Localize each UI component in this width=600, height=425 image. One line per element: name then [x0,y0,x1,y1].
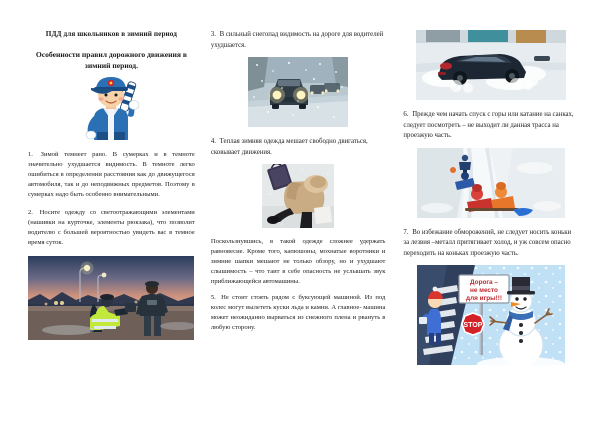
column-middle [209,30,398,411]
page-title: ПДД для школьников в зимний период [45,30,178,38]
rule-6-number: 6. [403,111,409,118]
rule-4 [211,137,386,158]
rule-4-continued [211,237,386,287]
rule-4-text: Теплая зимняя одежда мешает свободно двигаться, сковывает движения. [210,138,368,156]
figure-person-slipping-winter-coat [262,164,334,228]
figure-police-reflective-vest-dusk [28,256,194,340]
figure-car-skidding-snow [416,30,566,100]
rule-2-text: Носите одежду со светоотражающими элементами (нашивки на курточке, элементы рюкзака), что позволит водителю с большей вероятностью увидеть вас в темное время суток. [28,208,195,246]
rule-5-text: Не стоит стоять рядом с буксующей машиной. Из под колес могут вылететь куски льда и камни. А главное- машина может неожиданно вырваться из снежного плена и рвануть в любую сторону. [210,294,386,332]
rule-3-text: В сильный снегопад видимость на дороге для водителей ухудшается. [210,31,384,49]
snowman-placard-line-2: не место [469,287,498,295]
rule-6-text: Прежде чем начать спуск с горы или катание на санках, следует посмотреть – не выходит ли данная трасса на проезжую часть. [403,111,574,140]
rule-3-number: 3. [210,31,216,38]
rule-4-number: 4. [210,138,216,146]
figure-children-sledding [417,148,565,218]
stop-sign-label: STOP [463,322,483,330]
rule-7 [403,228,578,260]
snowman-placard-line-1: Дорога – [469,279,498,287]
figure-cars-in-snowfall [248,57,348,127]
rule-7-number: 7. [403,228,409,236]
rule-5-number: 5. [210,294,216,302]
rule-3 [211,30,386,51]
rule-7-text: Во избежание обморожений, не следует носить коньки за лезвия –металл притягивает холод, и уж совсем опасно переходить на коньках проезжую часть. [403,228,572,257]
figure-cartoon-policeman [72,76,150,140]
rule-4-continued-text: Поскользнувшись, в такой одежде сложнее удержать равновесие. Кроме того, капюшоны, мохнатые воротники и зимние шапки мешают не только обзору, но и ухудшают слышимость – что таит в себе опасность не услышать звук приближающейся автомашины. [210,238,386,286]
page-subtitle: Особенности правил дорожного движения в зимний период. [35,49,187,71]
rule-5 [211,293,386,333]
figure-snowman-stop-sign [417,265,565,365]
rule-1 [28,150,195,200]
column-right [397,30,578,411]
rule-1-text: Зимой темнеет рано. В сумерках и в темноте значительно ухудшается видимость. В темноте легко ошибиться в определении расстояния как до движущегося автомобиля, так и до неподвижных предметов. Поэтому в сумерках надо быть особенно внимательными. [28,150,195,198]
rule-2-number: 2. [28,208,33,216]
rule-6 [403,110,578,142]
column-left [28,30,209,411]
rule-2 [28,208,195,248]
rule-1-number: 1. [28,150,33,158]
snowman-placard-line-3: для игры!!! [465,295,502,303]
